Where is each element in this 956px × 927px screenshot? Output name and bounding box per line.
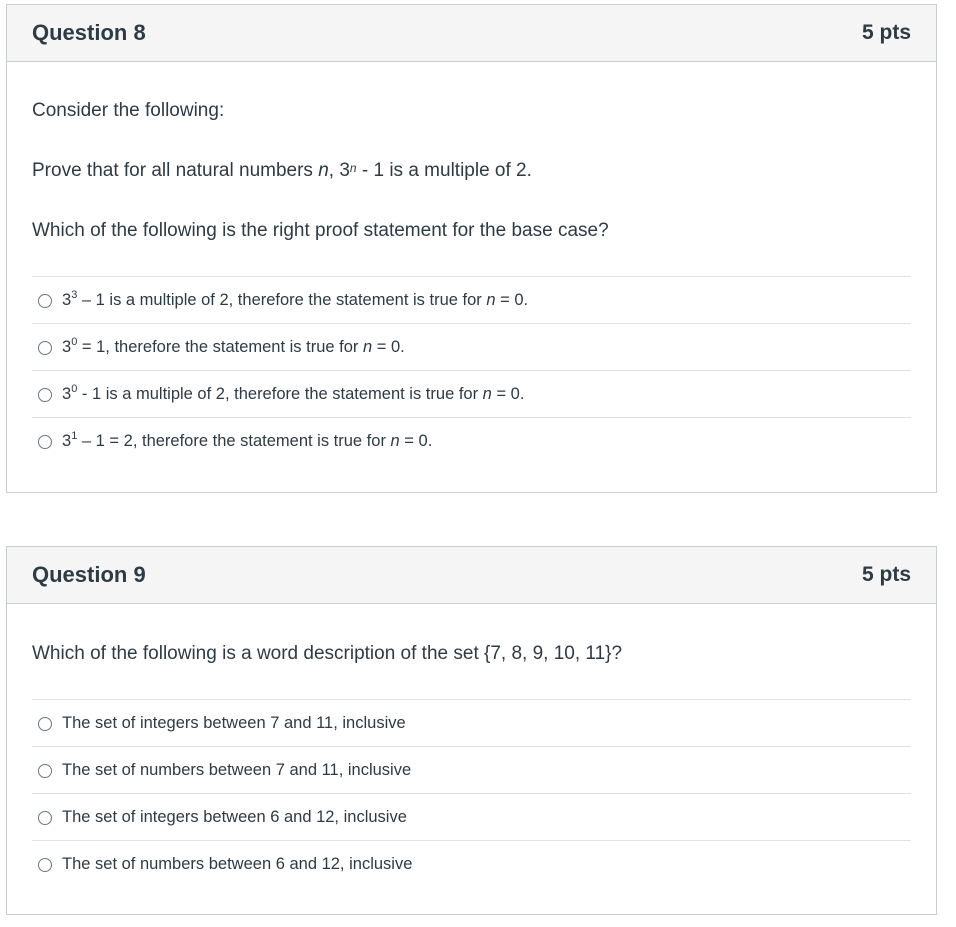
answer-option[interactable] [32,276,911,323]
math-variable: n [363,337,373,356]
answer-label [62,429,433,451]
text-segment: , 3 [328,160,350,181]
question-paragraph: Consider the following: [32,100,225,121]
text-segment: = 0. [491,384,525,403]
text-segment: - 1 is a multiple of 2. [356,160,532,181]
radio-button-icon[interactable] [38,764,52,778]
math-variable: n [486,290,496,309]
text-segment: Prove that for all natural numbers [32,160,319,181]
answer-option[interactable] [32,840,911,887]
radio-button-icon[interactable] [38,858,52,872]
answer-label [62,335,405,357]
answer-label: The set of numbers between 6 and 12, inclusive [62,854,413,873]
text-segment: – 1 = 2, therefore the statement is true for [77,431,391,450]
answer-label [62,288,529,310]
answer-option[interactable] [32,417,911,464]
text-segment: 3 [62,384,72,403]
text-segment: 3 [62,337,72,356]
math-variable: n [482,384,492,403]
math-variable: n [390,431,400,450]
answer-option[interactable] [32,323,911,370]
answer-option[interactable] [32,746,911,793]
answer-option[interactable] [32,793,911,840]
answer-list [32,699,911,887]
answer-label [62,382,525,404]
question-title: Question 9 [32,562,146,587]
text-segment: = 0. [495,290,529,309]
answer-option[interactable] [32,699,911,746]
exponent [350,161,357,175]
answer-label: The set of integers between 6 and 12, inclusive [62,807,407,826]
exponent: 0 [71,382,78,395]
question-text [32,62,911,242]
question-body [7,604,936,887]
math-variable: n [318,160,329,181]
radio-button-icon[interactable] [38,435,52,449]
radio-button-icon[interactable] [38,341,52,355]
question-8-card [6,4,937,493]
text-segment: - 1 is a multiple of 2, therefore the statement is true for [77,384,483,403]
question-body [7,62,936,464]
question-header [7,547,936,604]
radio-button-icon[interactable] [38,717,52,731]
exponent: 0 [71,335,78,348]
question-header [7,5,936,62]
question-paragraph: Which of the following is the right proof statement for the base case? [32,220,609,241]
text-segment: – 1 is a multiple of 2, therefore the statement is true for [77,290,487,309]
exponent: 1 [71,429,78,442]
answer-list [32,276,911,464]
answer-option[interactable] [32,370,911,417]
question-title: Question 8 [32,20,146,45]
question-9-card [6,546,937,915]
radio-button-icon[interactable] [38,811,52,825]
radio-button-icon[interactable] [38,388,52,402]
question-paragraph: Which of the following is a word description of the set {7, 8, 9, 10, 11}? [32,643,623,664]
math-variable: n [349,161,357,175]
question-points: 5 pts [861,21,911,44]
answer-label: The set of integers between 7 and 11, inclusive [62,713,406,732]
exponent: 3 [71,288,78,301]
text-segment: 3 [62,290,72,309]
question-text [32,604,911,665]
question-points: 5 pts [861,563,911,586]
text-segment: 3 [62,431,72,450]
text-segment: = 1, therefore the statement is true for [77,337,364,356]
text-segment: = 0. [399,431,433,450]
answer-label: The set of numbers between 7 and 11, inclusive [62,760,412,779]
text-segment: = 0. [372,337,405,356]
radio-button-icon[interactable] [38,294,52,308]
question-paragraph [32,122,911,182]
